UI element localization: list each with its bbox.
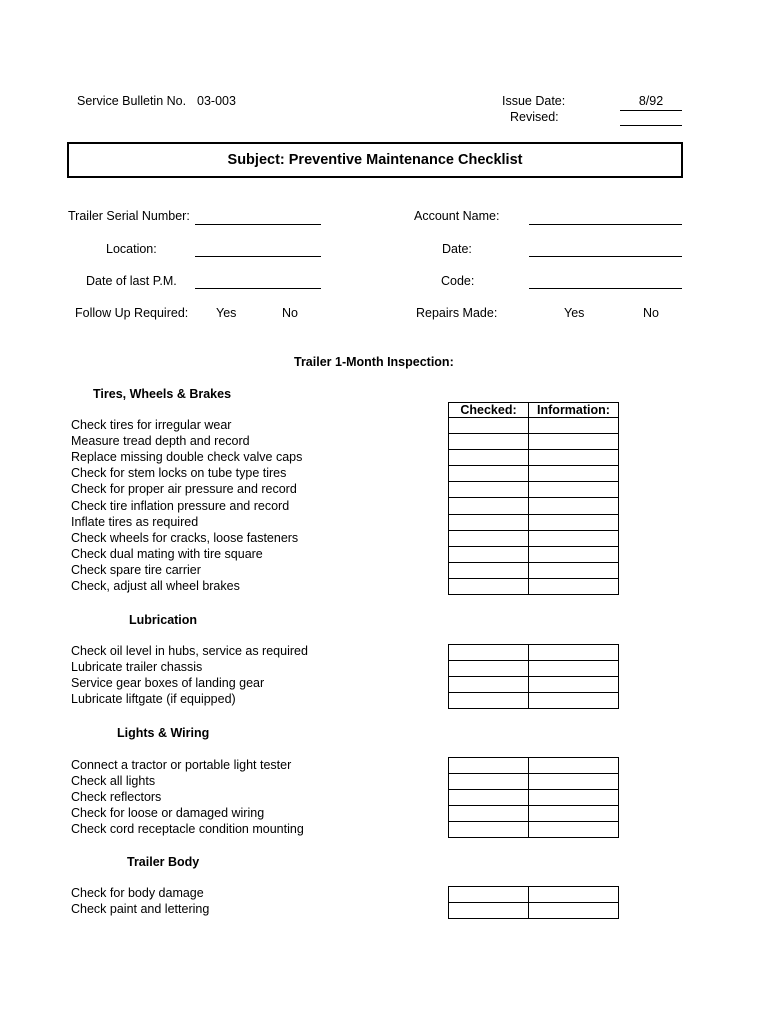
checked-cell[interactable] <box>449 661 529 677</box>
checklist-item: Lubricate liftgate (if equipped) <box>71 692 236 707</box>
revised-label: Revised: <box>510 110 559 124</box>
subject-title: Subject: Preventive Maintenance Checklist <box>227 152 523 168</box>
information-cell[interactable] <box>529 514 619 530</box>
checked-cell[interactable] <box>449 645 529 661</box>
repairs-made-no[interactable]: No <box>643 306 659 320</box>
code-label: Code: <box>441 274 475 288</box>
checklist-item: Check oil level in hubs, service as required <box>71 644 308 658</box>
section-title-body: Trailer Body <box>127 855 200 869</box>
checklist-item: Check for body damage <box>71 886 204 900</box>
checklist-row <box>449 434 619 450</box>
section-title-lubrication: Lubrication <box>129 613 198 627</box>
checklist-row <box>449 418 619 434</box>
information-cell[interactable] <box>529 677 619 693</box>
information-cell[interactable] <box>529 418 619 434</box>
lights-checklist-table <box>448 757 619 838</box>
account-name-field[interactable] <box>529 224 682 225</box>
checklist-row <box>449 645 619 661</box>
checklist-row <box>449 562 619 578</box>
information-cell[interactable] <box>529 578 619 594</box>
checked-cell[interactable] <box>449 562 529 578</box>
inspection-title: Trailer 1-Month Inspection: <box>294 355 454 369</box>
checklist-row <box>449 758 619 774</box>
information-cell[interactable] <box>529 822 619 838</box>
checklist-row <box>449 514 619 530</box>
checklist-item: Service gear boxes of landing gear <box>71 676 265 691</box>
bulletin-number: 03-003 <box>197 94 236 108</box>
checked-cell[interactable] <box>449 482 529 498</box>
checklist-row <box>449 693 619 709</box>
checklist-row <box>449 661 619 677</box>
checked-cell[interactable] <box>449 434 529 450</box>
date-field[interactable] <box>529 256 682 257</box>
issue-date-underline <box>620 110 682 111</box>
trailer-serial-field[interactable] <box>195 224 321 225</box>
checklist-item: Check tire inflation pressure and record <box>71 498 290 513</box>
checklist-row <box>449 546 619 562</box>
checked-cell[interactable] <box>449 887 529 903</box>
information-cell[interactable] <box>529 645 619 661</box>
information-cell[interactable] <box>529 661 619 677</box>
repairs-made-yes[interactable]: Yes <box>564 306 585 320</box>
checklist-item: Check, adjust all wheel brakes <box>71 579 240 593</box>
checklist-row <box>449 578 619 594</box>
follow-up-yes[interactable]: Yes <box>216 306 237 320</box>
checklist-item: Measure tread depth and record <box>71 434 250 449</box>
checked-cell[interactable] <box>449 822 529 838</box>
checklist-row <box>449 450 619 466</box>
issue-date-value: 8/92 <box>638 94 664 108</box>
section-title-tires: Tires, Wheels & Brakes <box>93 387 232 401</box>
information-cell[interactable] <box>529 450 619 466</box>
checklist-item: Check for stem locks on tube type tires <box>71 466 287 481</box>
revised-underline <box>620 125 682 126</box>
information-cell[interactable] <box>529 434 619 450</box>
checked-column-header: Checked: <box>449 403 529 418</box>
checked-cell[interactable] <box>449 790 529 806</box>
last-pm-field[interactable] <box>195 288 321 289</box>
subject-box <box>67 142 683 178</box>
checklist-item: Check spare tire carrier <box>71 562 201 577</box>
last-pm-label: Date of last P.M. <box>86 274 177 288</box>
bulletin-label: Service Bulletin No. <box>77 94 187 108</box>
checklist-item: Check all lights <box>71 774 156 789</box>
follow-up-no[interactable]: No <box>282 306 298 320</box>
checked-cell[interactable] <box>449 498 529 514</box>
information-cell[interactable] <box>529 758 619 774</box>
checklist-item: Replace missing double check valve caps <box>71 450 303 465</box>
checked-cell[interactable] <box>449 806 529 822</box>
information-cell[interactable] <box>529 790 619 806</box>
checklist-row <box>449 774 619 790</box>
checklist-item: Check reflectors <box>71 790 162 805</box>
section-title-lights: Lights & Wiring <box>117 726 210 740</box>
checklist-item: Lubricate trailer chassis <box>71 660 203 675</box>
checklist-row <box>449 466 619 482</box>
trailer-serial-label: Trailer Serial Number: <box>68 209 190 223</box>
checklist-row <box>449 822 619 838</box>
information-column-header: Information: <box>529 403 619 418</box>
lubrication-checklist-table <box>448 644 619 709</box>
information-cell[interactable] <box>529 562 619 578</box>
checklist-item: Check wheels for cracks, loose fasteners <box>71 530 299 545</box>
checked-cell[interactable] <box>449 514 529 530</box>
checked-cell[interactable] <box>449 677 529 693</box>
information-cell[interactable] <box>529 546 619 562</box>
checked-cell[interactable] <box>449 450 529 466</box>
date-label: Date: <box>442 242 472 256</box>
code-field[interactable] <box>529 288 682 289</box>
checked-cell[interactable] <box>449 774 529 790</box>
checklist-item: Check for loose or damaged wiring <box>71 806 265 821</box>
checklist-item: Check paint and lettering <box>71 902 210 917</box>
information-cell[interactable] <box>529 903 619 919</box>
repairs-made-label: Repairs Made: <box>416 306 498 320</box>
body-checklist-table <box>448 886 619 919</box>
location-field[interactable] <box>195 256 321 257</box>
information-cell[interactable] <box>529 774 619 790</box>
checklist-item: Check cord receptacle condition mounting <box>71 822 304 837</box>
checklist-item: Check dual mating with tire square <box>71 546 263 561</box>
checked-cell[interactable] <box>449 546 529 562</box>
checked-cell[interactable] <box>449 466 529 482</box>
checked-cell[interactable] <box>449 903 529 919</box>
checked-cell[interactable] <box>449 578 529 594</box>
information-cell[interactable] <box>529 887 619 903</box>
checklist-item: Check tires for irregular wear <box>71 418 232 432</box>
checked-cell[interactable] <box>449 758 529 774</box>
checked-cell[interactable] <box>449 693 529 709</box>
location-label: Location: <box>106 242 157 256</box>
checklist-row <box>449 498 619 514</box>
information-cell[interactable] <box>529 466 619 482</box>
checked-cell[interactable] <box>449 418 529 434</box>
information-cell[interactable] <box>529 806 619 822</box>
checklist-item: Inflate tires as required <box>71 514 199 529</box>
information-cell[interactable] <box>529 482 619 498</box>
follow-up-label: Follow Up Required: <box>75 306 189 320</box>
information-cell[interactable] <box>529 498 619 514</box>
checklist-item: Connect a tractor or portable light tester <box>71 758 292 772</box>
checklist-row <box>449 677 619 693</box>
checklist-row <box>449 887 619 903</box>
checklist-row <box>449 790 619 806</box>
account-name-label: Account Name: <box>414 209 500 223</box>
tires-checklist-table <box>448 402 619 595</box>
information-cell[interactable] <box>529 693 619 709</box>
checked-cell[interactable] <box>449 530 529 546</box>
information-cell[interactable] <box>529 530 619 546</box>
checklist-row <box>449 482 619 498</box>
checklist-row <box>449 806 619 822</box>
checklist-item: Check for proper air pressure and record <box>71 482 297 497</box>
checklist-row <box>449 530 619 546</box>
checklist-row <box>449 903 619 919</box>
issue-date-label: Issue Date: <box>502 94 566 108</box>
